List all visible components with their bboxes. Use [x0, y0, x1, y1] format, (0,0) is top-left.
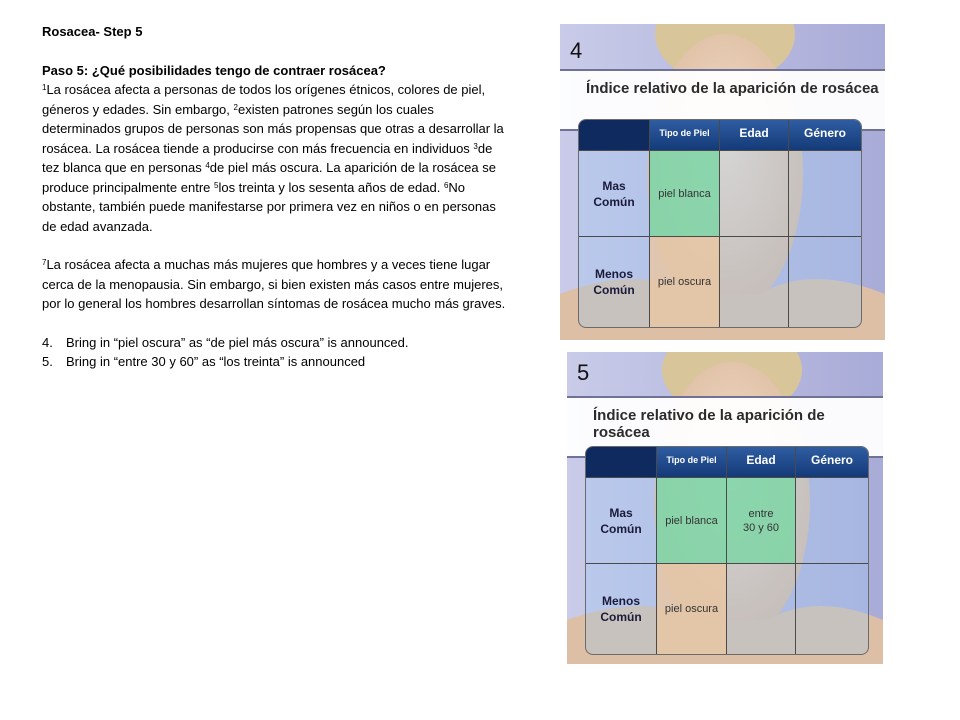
grid-line: [586, 477, 868, 478]
table-cell-text: piel blanca: [665, 514, 718, 527]
sentence-number: 2: [233, 102, 238, 112]
sentence-text: existen patrones según los cuales determinados grupos de personas son más propensas que otras a desarrollar la rosácea. La rosácea tiende a producirse con más frecuencia en individuos: [42, 101, 504, 156]
column-header: Edad: [739, 126, 769, 140]
list-item: 4. Bring in “piel oscura” as “de piel más oscura” is announced.: [42, 334, 409, 350]
doc-heading: Paso 5: ¿Qué posibilidades tengo de contraer rosácea?: [42, 62, 386, 78]
rosacea-index-table: [578, 119, 862, 328]
header-corner: [579, 120, 649, 150]
row-label: Menos Común: [600, 594, 642, 624]
document-text: [42, 22, 512, 372]
sentence-text: La rosácea afecta a personas de todos los orígenes étnicos, colores de piel, géneros y edades. Sin embargo,: [42, 82, 486, 117]
table-cell-text: entre 30 y 60: [742, 507, 780, 534]
column-header: Edad: [746, 453, 776, 467]
grid-line: [656, 447, 657, 654]
column-header: Género: [810, 453, 853, 467]
table-header: [586, 447, 868, 477]
grid-line: [649, 120, 650, 327]
header-corner: [586, 447, 656, 477]
list-item: 5. Bring in “entre 30 y 60” as “los treinta” is announced: [42, 354, 366, 369]
paragraph-1: [42, 80, 512, 236]
banner-title: Índice relativo de la aparición de rosácea: [593, 407, 825, 441]
row-label: Mas Común: [600, 505, 642, 536]
sentence-number: 7: [42, 258, 47, 267]
instruction-list: [42, 333, 512, 372]
table-cell-text: piel oscura: [657, 276, 712, 288]
grid-line: [726, 447, 727, 654]
sentence-text: No obstante, también puede manifestarse por primera vez en niños o en personas de edad avanzada.: [42, 179, 496, 234]
grid-line: [579, 150, 861, 151]
sentence-text: los treinta y los sesenta años de edad.: [218, 179, 444, 195]
sentence-text: de piel más oscura. La aparición de la rosácea se produce principalmente entre: [42, 160, 496, 195]
sentence-number: 6: [443, 180, 449, 190]
slide-5: [567, 352, 883, 664]
table-cell-text: piel oscura: [664, 603, 719, 615]
sentence-number: 5: [214, 180, 219, 190]
grid-line: [788, 120, 789, 327]
column-header: Tipo de Piel: [659, 128, 710, 138]
paragraph-2: [42, 255, 512, 314]
sentence-number: 3: [473, 141, 478, 151]
slide-number: 5: [577, 360, 590, 385]
sentence-text: La rosácea afecta a muchas más mujeres que hombres y a veces tiene lugar cerca de la menopausia. Sin embargo, si bien existen más casos entre mujeres, por lo general los hombres desarrollan síntomas de rosácea mucho más graves.: [42, 257, 506, 311]
slide-number: 4: [570, 38, 583, 63]
grid-line: [795, 447, 796, 654]
slide-4: [560, 24, 885, 340]
sentence-number: 4: [205, 161, 210, 170]
table-cell-text: piel blanca: [658, 187, 711, 200]
sentence-text: de tez blanca que en personas: [42, 140, 493, 175]
table-header: [579, 120, 861, 150]
doc-title: Rosacea- Step 5: [42, 24, 143, 39]
row-label: Menos Común: [593, 267, 635, 297]
column-header: Género: [803, 126, 846, 140]
sentence-number: 1: [42, 83, 47, 92]
grid-line: [719, 120, 720, 327]
grid-line: [586, 563, 868, 564]
grid-line: [579, 236, 861, 237]
row-label: Mas Común: [593, 178, 635, 209]
banner-title: Índice relativo de la aparición de rosácea: [586, 80, 879, 97]
rosacea-index-table: [585, 446, 869, 655]
column-header: Tipo de Piel: [666, 455, 717, 465]
